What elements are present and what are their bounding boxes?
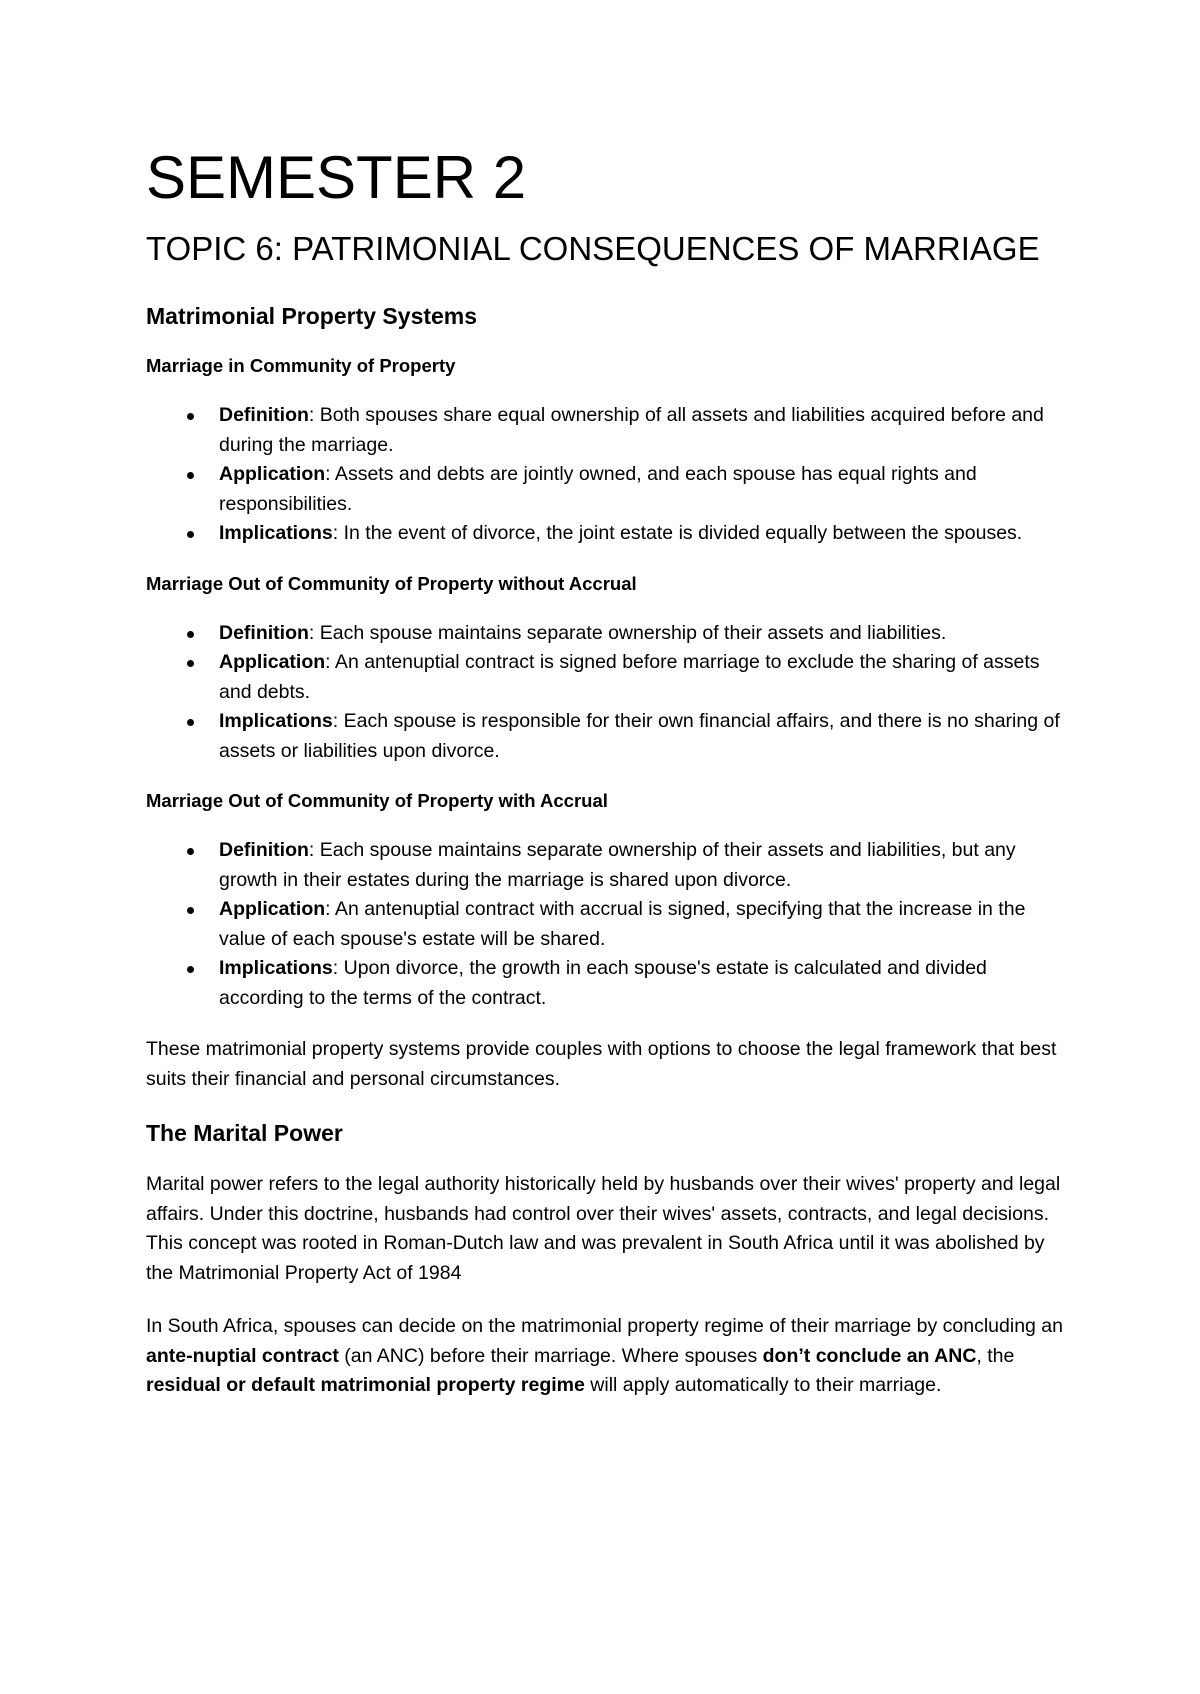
list-item	[146, 954, 1066, 1013]
item-term: Application	[219, 651, 326, 673]
item-term: Definition	[219, 404, 309, 426]
item-text: : An antenuptial contract is signed before marriage to exclude the sharing of assets and debts.	[219, 651, 1040, 703]
subsection-heading-in-community: Marriage in Community of Property	[146, 355, 456, 376]
item-text: : Each spouse maintains separate ownership of their assets and liabilities, but any growth in their estates during the marriage is shared upon divorce.	[219, 839, 1016, 891]
bullet-icon	[187, 848, 194, 855]
south-africa-paragraph	[146, 1312, 1066, 1401]
bullet-icon	[187, 531, 194, 538]
item-term: Implications	[219, 522, 333, 544]
item-term: Definition	[219, 621, 309, 644]
bold-term-dont-conclude-anc: don’t conclude an ANC	[762, 1344, 977, 1367]
item-text: : Each spouse maintains separate ownership of their assets and liabilities.	[308, 621, 947, 644]
item-text: : Upon divorce, the growth in each spouse's estate is calculated and divided according to the terms of the contract.	[219, 957, 987, 1009]
list-item	[146, 707, 1066, 766]
section-heading-matrimonial-property-systems: Matrimonial Property Systems	[146, 303, 478, 329]
item-term: Definition	[219, 839, 309, 861]
paragraph-text: will apply automatically to their marriage.	[584, 1374, 942, 1396]
bullet-list-in-community	[146, 401, 1100, 549]
item-term: Implications	[219, 710, 333, 732]
bullet-icon	[187, 719, 194, 726]
paragraph-text: , the	[976, 1344, 1015, 1367]
item-text: : In the event of divorce, the joint estate is divided equally between the spouses.	[332, 522, 1023, 544]
subsection-heading-out-without-accrual: Marriage Out of Community of Property without Accrual	[146, 572, 637, 594]
bullet-icon	[187, 907, 194, 914]
list-item	[146, 519, 1066, 549]
bullet-list-out-without-accrual	[146, 619, 1100, 767]
marital-power-paragraph: Marital power refers to the legal authority historically held by husbands over their wives' property and legal affairs. Under this doctrine, husbands had control over their wives' assets, contracts, and legal decisions. This concept was rooted in Roman-Dutch law and was prevalent in South Africa until it was abolished by the Matrimonial Property Act of 1984	[146, 1173, 1061, 1284]
paragraph-text: In South Africa, spouses can decide on the matrimonial property regime of their marriage by concluding an	[146, 1315, 1063, 1337]
bullet-list-out-with-accrual	[146, 836, 1100, 1013]
list-item	[146, 460, 1066, 519]
item-text: : Both spouses share equal ownership of all assets and liabilities acquired before and during the marriage.	[219, 404, 1044, 456]
bold-term-ante-nuptial-contract: ante-nuptial contract	[146, 1344, 339, 1367]
document-title: SEMESTER 2	[146, 144, 527, 211]
item-text: : An antenuptial contract with accrual is signed, specifying that the increase in the value of each spouse's estate will be shared.	[219, 898, 1026, 950]
bullet-icon	[187, 660, 194, 667]
bullet-icon	[187, 966, 194, 973]
item-text: : Each spouse is responsible for their own financial affairs, and there is no sharing of assets or liabilities upon divorce.	[219, 710, 1060, 762]
item-term: Application	[219, 463, 326, 485]
item-term: Implications	[219, 957, 333, 979]
list-item	[146, 836, 1066, 895]
list-item	[146, 401, 1066, 460]
item-term: Application	[219, 898, 326, 920]
bullet-icon	[187, 413, 194, 420]
bold-term-default-regime: residual or default matrimonial property regime	[146, 1374, 585, 1396]
list-item	[146, 619, 1066, 649]
summary-paragraph: These matrimonial property systems provide couples with options to choose the legal framework that best suits their financial and personal circumstances.	[146, 1038, 1057, 1090]
item-text: : Assets and debts are jointly owned, and each spouse has equal rights and responsibilities.	[219, 463, 977, 515]
subsection-heading-out-with-accrual: Marriage Out of Community of Property with Accrual	[146, 790, 608, 811]
bullet-icon	[187, 472, 194, 479]
list-item	[146, 895, 1066, 954]
list-item	[146, 648, 1066, 707]
paragraph-text: (an ANC) before their marriage. Where spouses	[338, 1344, 763, 1367]
section-heading-marital-power: The Marital Power	[146, 1120, 343, 1146]
topic-subtitle: TOPIC 6: PATRIMONIAL CONSEQUENCES OF MARRIAGE	[146, 230, 1040, 267]
bullet-icon	[187, 631, 194, 638]
